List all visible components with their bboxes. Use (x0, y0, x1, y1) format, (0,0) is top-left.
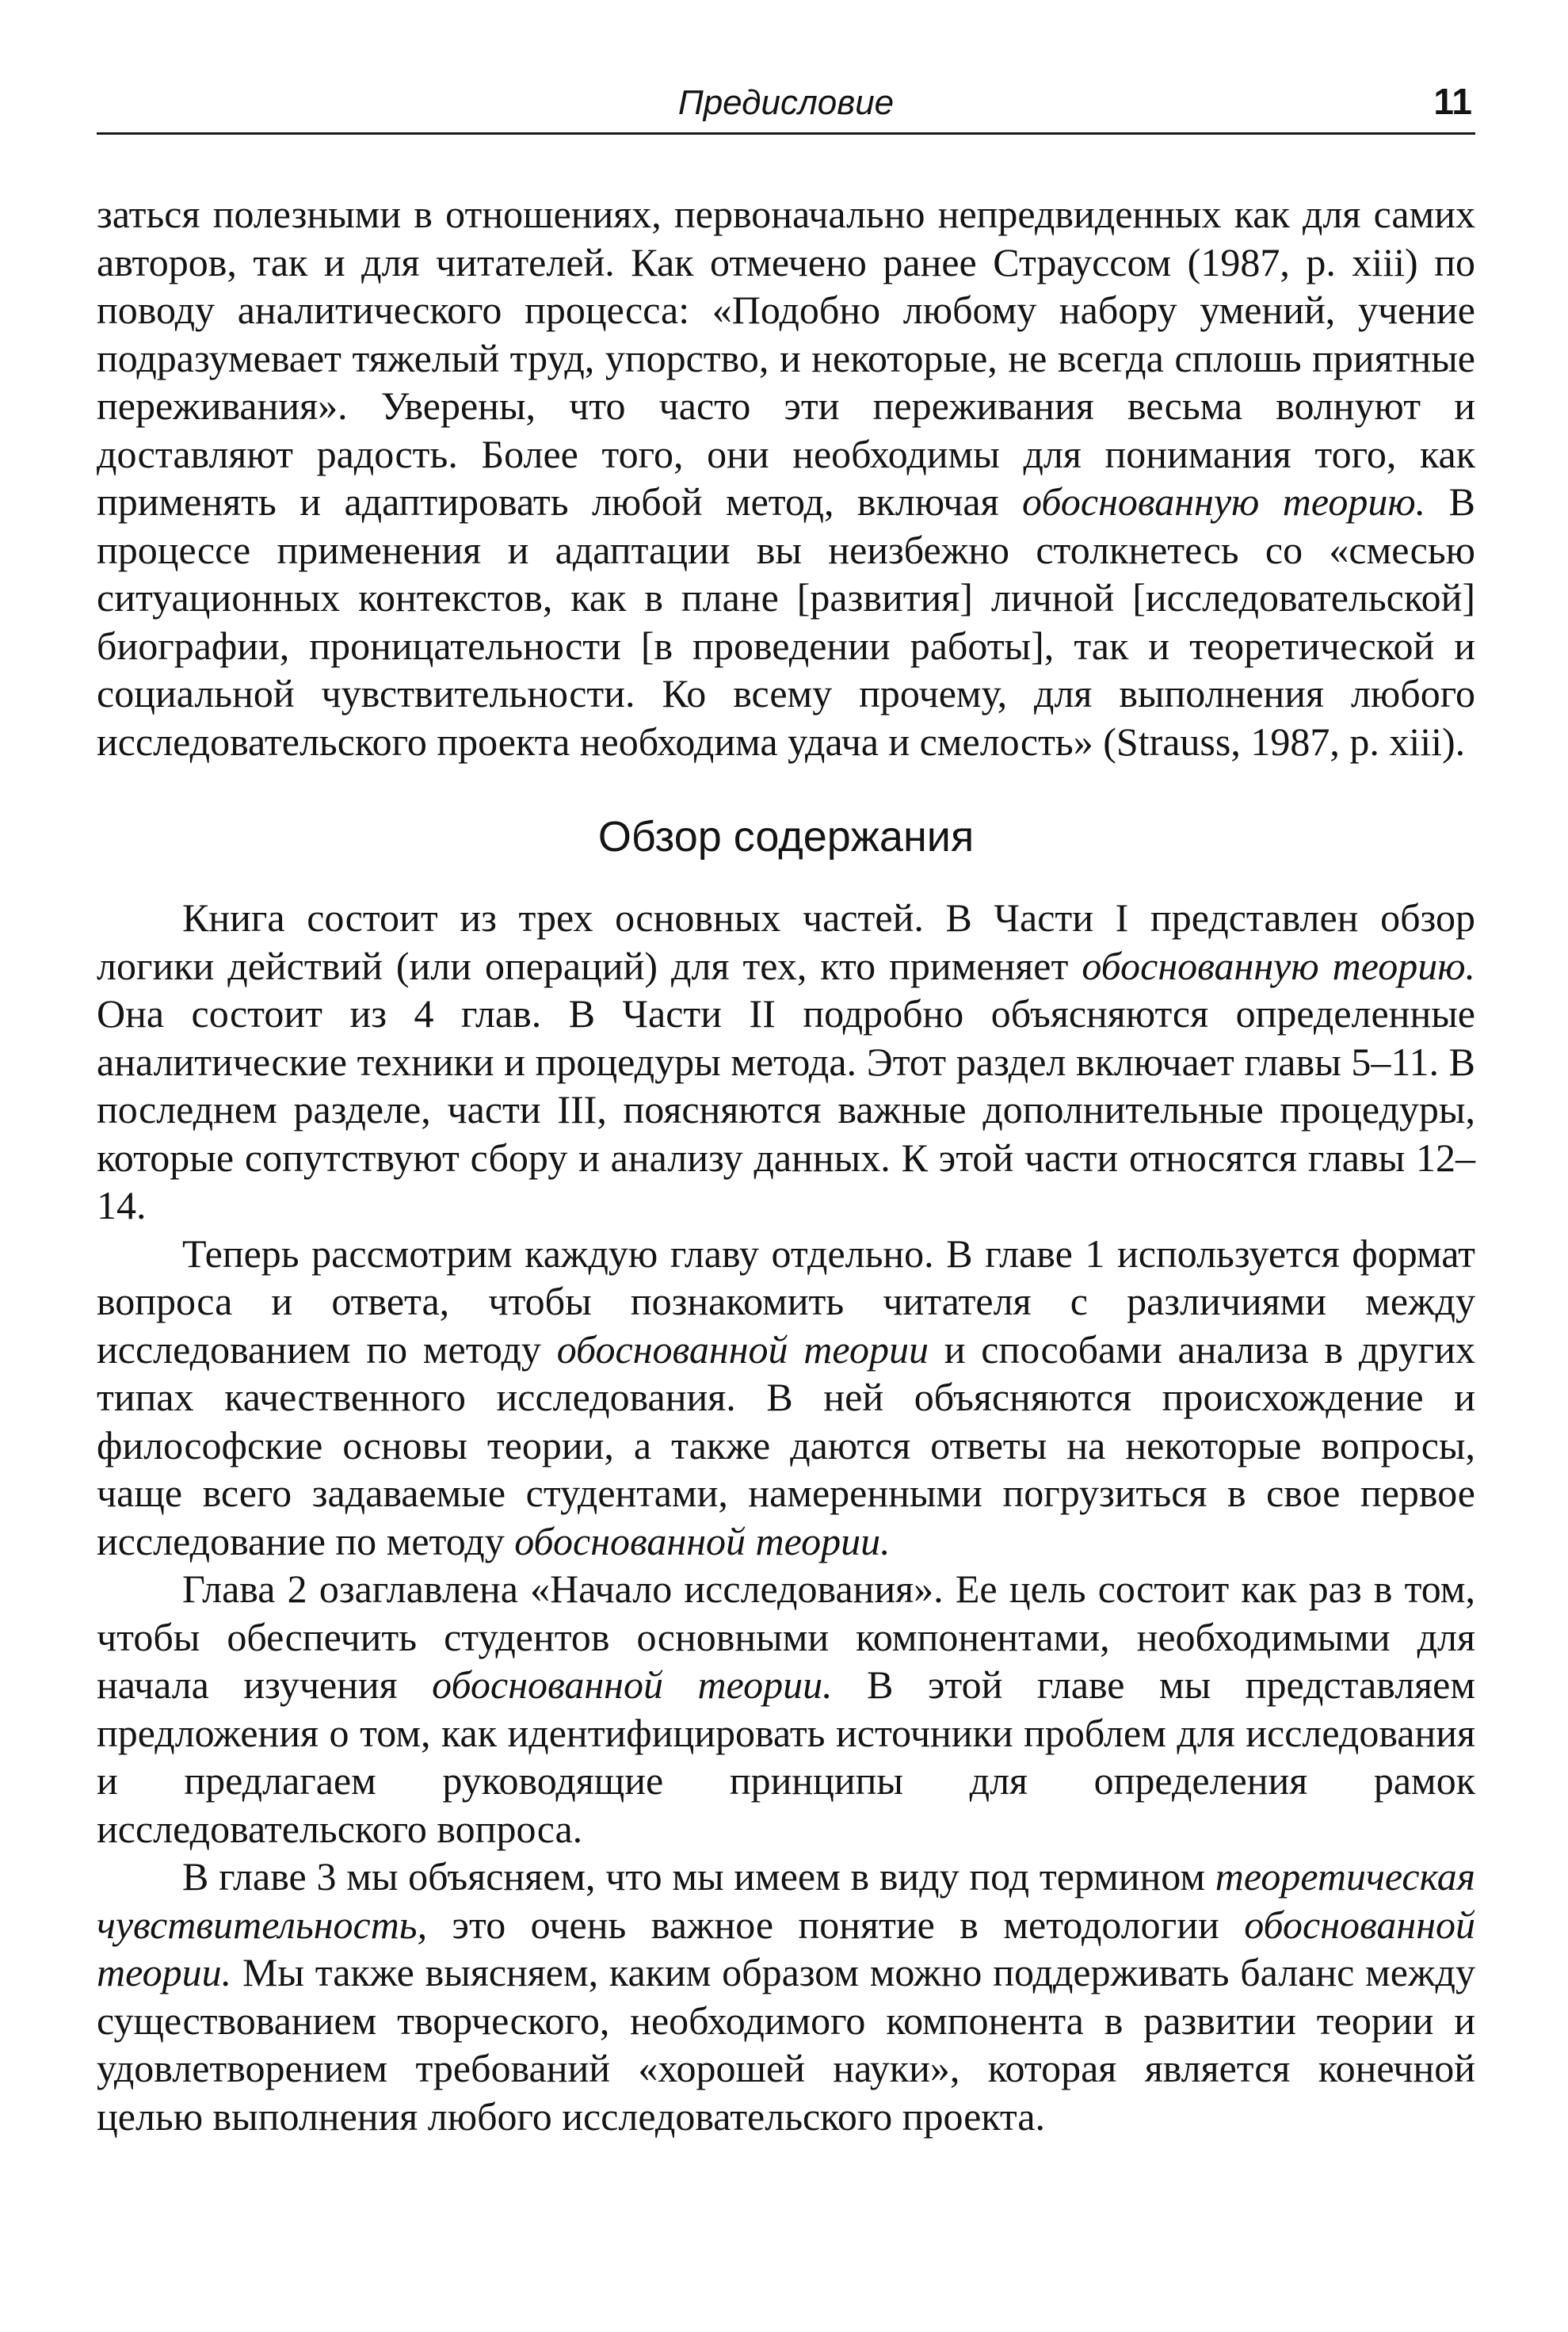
paragraph-text: Глава 2 озаглавлена «Начало исследования». Ее цель состоит как раз в том, чтобы обеспечить студентов основными компонентами, необходимыми для начала изучения (97, 1567, 1475, 1707)
paragraph-text: В главе 3 мы объясняем, что мы имеем в виду под термином (182, 1854, 1215, 1899)
paragraph-chapter-1 (97, 1230, 1475, 1566)
paragraph-text: В этой главе мы представляем предложения о том, как идентифицировать источники проблем для исследования и предлагаем руководящие принципы для определения рамок исследовательского вопроса. (97, 1662, 1475, 1851)
italic-term: обоснованной теории. (97, 1902, 1475, 1994)
running-title: Предисловие (677, 83, 895, 122)
paragraph-text: это очень важное понятие в методологии (427, 1902, 1245, 1947)
body-text (97, 190, 1475, 2140)
italic-term: обоснованную теорию. (1022, 479, 1426, 524)
paragraph-text: Она состоит из 4 глав. В Части II подробно объясняются определенные аналитические техники и процедуры метода. Этот раздел включает главы 5–11. В последнем разделе, части III, поясняются важные дополнительные процедуры, которые сопутствуют сбору и анализу данных. К этой части относятся главы 12–14. (97, 991, 1475, 1227)
page-number: 11 (1433, 81, 1472, 122)
paragraph-book-structure (97, 894, 1475, 1230)
paragraph-chapter-2 (97, 1565, 1475, 1853)
italic-term: обоснованной теории. (432, 1662, 833, 1707)
paragraph-text: Мы также выясняем, каким образом можно поддерживать баланс между существованием творческого, необходимого компонента в развитии теории и удовлетворением требований «хорошей науки», которая является конечной целью выполнения любого исследовательского проекта. (97, 1950, 1475, 2139)
paragraph-text: Книга состоит из трех основных частей. В Части I представлен обзор логики действий (или операций) для тех, кто применяет (97, 895, 1475, 988)
italic-term: обоснованной теории (556, 1326, 929, 1372)
paragraph-text: и способами анализа в других типах качественного исследования. В ней объясняются происхождение и философские основы теории, а также даются ответы на некоторые вопросы, чаще всего задаваемые студентами, намеренными погрузиться в свое первое исследование по методу (97, 1326, 1475, 1563)
paragraph-text: заться полезными в отношениях, первоначально непредвиденных как для самих авторов, так и для читателей. Как отмечено ранее Страуссом (1987, p. xiii) по поводу аналитического процесса: «Подобно любому набору умений, учение подразумевает тяжелый труд, упорство, и некоторые, не всегда сплошь приятные переживания». Уверены, что часто эти переживания весьма волнуют и доставляют радость. Более того, они необходимы для понимания того, как применять и адаптировать любой метод, включая (97, 192, 1475, 524)
italic-term: обоснованную теорию. (1082, 943, 1475, 988)
paragraph-chapter-3 (97, 1853, 1475, 2140)
paragraph-text: В процессе применения и адаптации вы неизбежно столкнетесь со «смесью ситуационных контекстов, как в плане [развития] личной [исследовательской] биографии, проницательности [в проведении работы], так и теоретической и социальной чувствительности. Ко всему прочему, для выполнения любого исследовательского проекта необходима удача и смелость» (Strauss, 1987, p. xiii). (97, 479, 1475, 764)
paragraph-continuation (97, 190, 1475, 765)
book-page (97, 0, 1475, 2140)
italic-term: обоснованной теории. (514, 1518, 891, 1563)
running-header (97, 0, 1475, 135)
section-heading: Обзор содержания (597, 813, 975, 861)
italic-term: теоретическая чувствительность, (97, 1854, 1475, 1947)
paragraph-text: Теперь рассмотрим каждую главу отдельно. В главе 1 используется формат вопроса и ответа, чтобы познакомить читателя с различиями между исследованием по методу (97, 1231, 1475, 1372)
